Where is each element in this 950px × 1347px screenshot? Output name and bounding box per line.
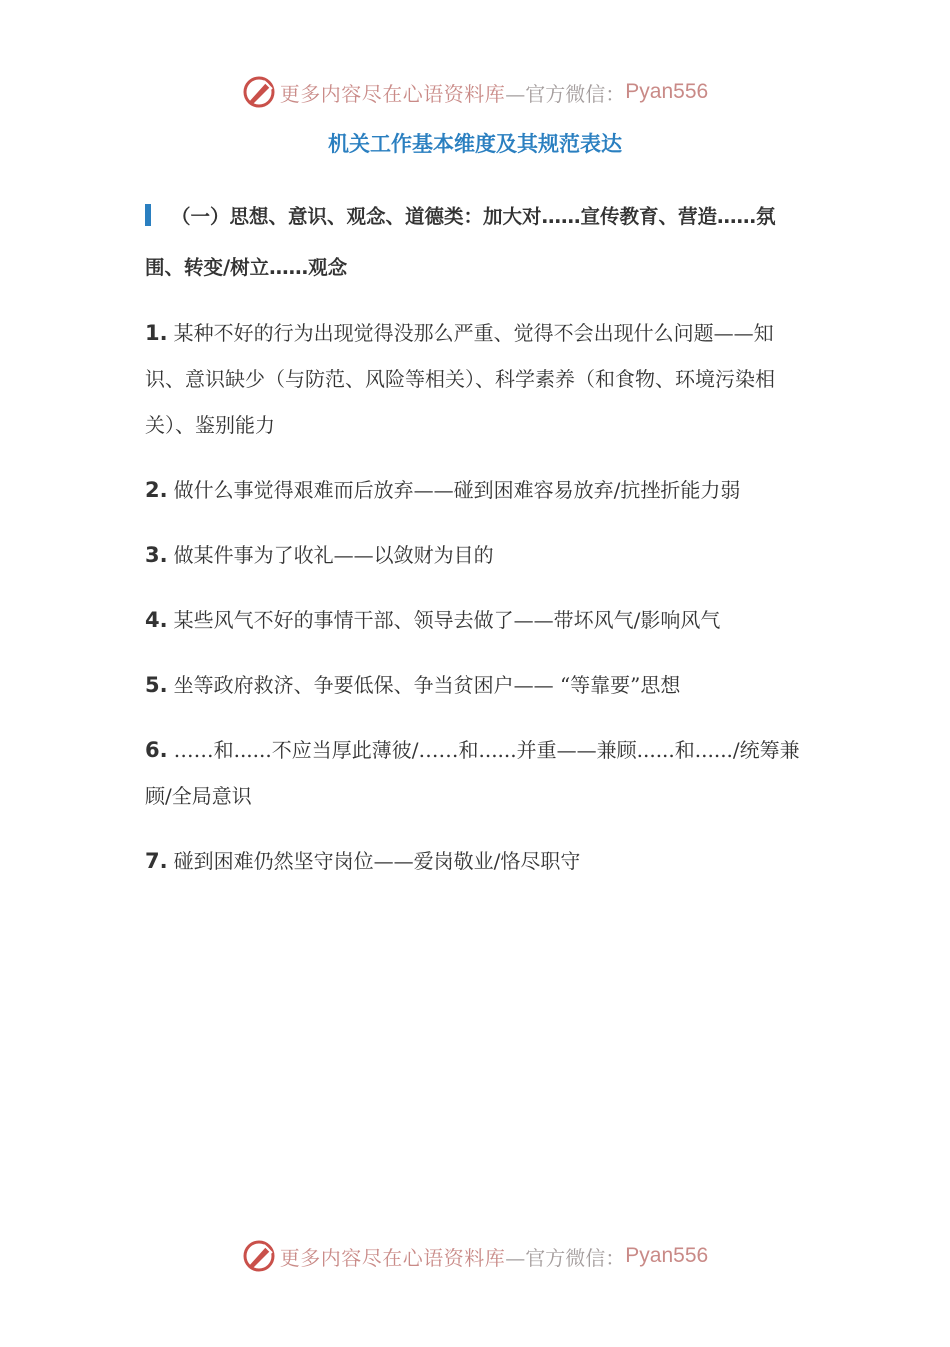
item-text: 碰到困难仍然坚守岗位——爱岗敬业/恪尽职守 bbox=[173, 849, 581, 873]
list-item bbox=[145, 662, 805, 708]
item-number: 1. bbox=[145, 321, 168, 345]
list-item bbox=[145, 597, 805, 643]
item-text: 做什么事觉得艰难而后放弃——碰到困难容易放弃/抗挫折能力弱 bbox=[173, 478, 741, 502]
header-banner bbox=[0, 72, 950, 112]
pen-logo-icon bbox=[242, 75, 276, 109]
item-number: 7. bbox=[145, 849, 168, 873]
banner-suffix-text: —官方微信： bbox=[505, 1245, 626, 1270]
banner-wechat-id: Pyan556 bbox=[625, 1244, 709, 1267]
banner-wechat-id: Pyan556 bbox=[625, 80, 709, 103]
footer-banner bbox=[0, 1236, 950, 1276]
item-text: 做某件事为了收礼——以敛财为目的 bbox=[173, 543, 494, 567]
item-text: 某些风气不好的事情干部、领导去做了——带坏风气/影响风气 bbox=[173, 608, 721, 632]
banner-suffix-text: —官方微信： bbox=[505, 81, 626, 106]
list-item bbox=[145, 310, 805, 448]
item-number: 5. bbox=[145, 673, 168, 697]
item-number: 6. bbox=[145, 738, 168, 762]
list-item bbox=[145, 532, 805, 578]
item-number: 3. bbox=[145, 543, 168, 567]
item-text: ……和......不应当厚此薄彼/……和......并重——兼顾......和....../统筹兼顾/全局意识 bbox=[145, 738, 800, 808]
item-text: 坐等政府救济、争要低保、争当贫困户—— “等靠要”思想 bbox=[173, 673, 681, 697]
item-text: 某种不好的行为出现觉得没那么严重、觉得不会出现什么问题——知识、意识缺少（与防范、风险等相关）、科学素养（和食物、环境污染相关）、鉴别能力 bbox=[145, 321, 775, 437]
item-list bbox=[145, 310, 805, 903]
banner-main-text: 更多内容尽在心语资料库 bbox=[279, 81, 506, 106]
document-title: 机关工作基本维度及其规范表达 bbox=[328, 132, 622, 156]
section-heading bbox=[145, 191, 805, 293]
section-heading-text: （一）思想、意识、观念、道德类：加大对……宣传教育、营造……氛围、转变/树立……观念 bbox=[145, 205, 776, 279]
heading-bar-marker bbox=[145, 204, 151, 226]
pen-logo-icon bbox=[242, 1239, 276, 1273]
item-number: 2. bbox=[145, 478, 168, 502]
list-item bbox=[145, 467, 805, 513]
banner-main-text: 更多内容尽在心语资料库 bbox=[279, 1245, 506, 1270]
list-item bbox=[145, 838, 805, 884]
list-item bbox=[145, 727, 805, 819]
item-number: 4. bbox=[145, 608, 168, 632]
